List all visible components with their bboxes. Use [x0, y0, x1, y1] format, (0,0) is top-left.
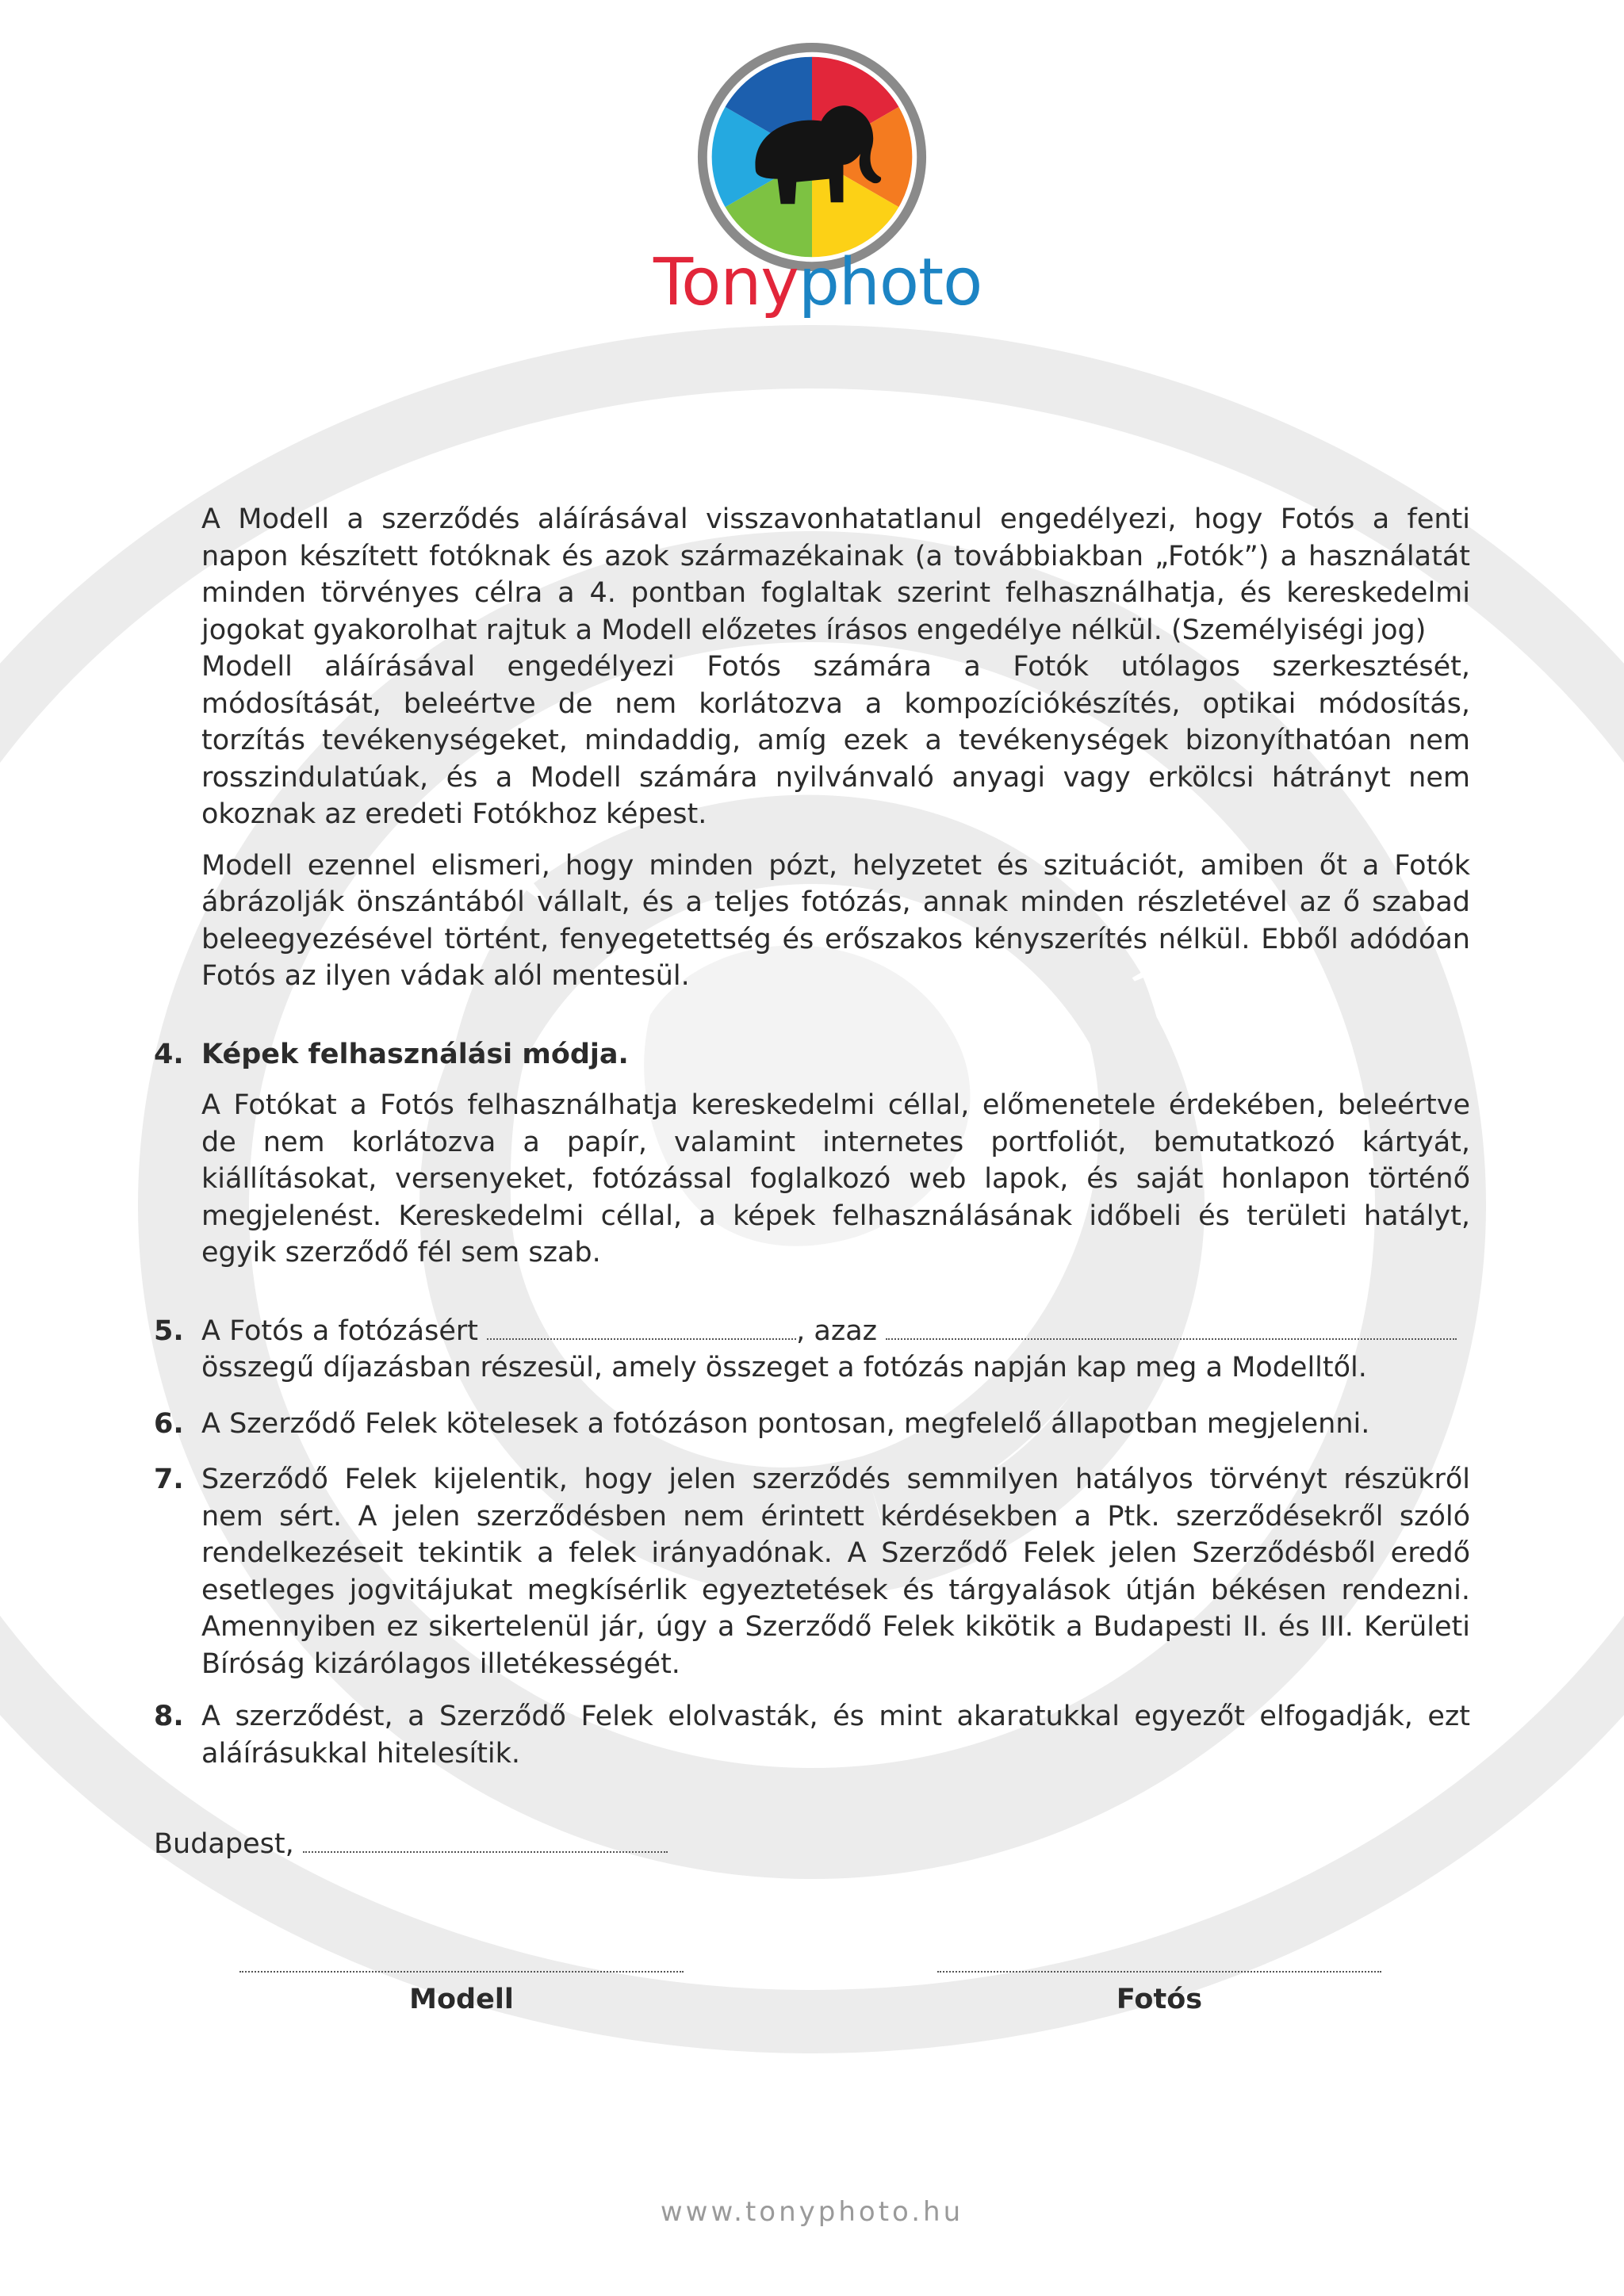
clause-text	[201, 1313, 1470, 1387]
date-label: Budapest,	[154, 1828, 294, 1860]
clause-5	[154, 1313, 1470, 1387]
paragraph-consent: Modell ezennel elismeri, hogy minden pózt, helyzetet és szituációt, amiben őt a Fotók ábrázolják önszántából vállalt, és a teljes fotózás, annak minden részletével az ő szabad beleegyezésével történt, fenyegetettség és erőszakos kényszerítés nélkül. Ebből adódóan Fotós az ilyen vádak alól mentesül.	[201, 849, 1470, 992]
signature-label-fotos: Fotós	[1116, 1984, 1203, 2015]
paragraph-personal-rights: A Modell a szerződés aláírásával visszavonhatatlanul engedélyezi, hogy Fotós a fenti napon készített fotóknak és azok származékainak (a továbbiakban „Fotók”) a használatát minden törvényes célra a 4. pontban foglaltak szerint felhasználhatja, és kereskedelmi jogokat gyakorolhat rajtuk a Modell előzetes írásos engedélye nélkül. (Személyiségi jog)	[201, 503, 1470, 646]
date-line	[154, 1826, 1470, 1863]
clause-number: 8.	[154, 1701, 184, 1732]
clause-text: Szerződő Felek kijelentik, hogy jelen szerződés semmilyen hatályos törvényt részükről nem sért. A jelen szerződésben nem érintett kérdésekben a Ptk. szerződésekről szóló rendelkezéseit tekintik a felek irányadónak. A Szerződő Felek jelen Szerződésből eredő esetleges jogvitájukat megkísérlik egyeztetések és tárgyalások útján békésen rendezni. Amennyiben ez sikertelenül jár, úgy a Szerződő Felek kikötik a Budapesti II. és III. Kerületi Bíróság kizárólagos illetékességét.	[201, 1464, 1470, 1680]
paragraph-editing-permission: Modell aláírásával engedélyezi Fotós számára a Fotók utólagos szerkesztését, módosítását, beleértve de nem korlátozva a kompozíciókészítés, optikai módosítás, torzítás tevékenységeket, mindaddig, amíg ezek a tevékenységek bizonyíthatóan nem rosszindulatúak, és a Modell számára nyilvánvaló anyagi vagy erkölcsi hátrányt nem okoznak az eredeti Fotókhoz képest.	[201, 651, 1470, 830]
clause-6	[154, 1406, 1470, 1443]
fee-text-end: összegű díjazásban részesül, amely összeget a fotózás napján kap meg a Modelltől.	[201, 1352, 1367, 1383]
clause-number: 5.	[154, 1314, 184, 1347]
clause-8	[154, 1698, 1470, 1772]
signature-modell	[239, 1952, 684, 2015]
signature-line-modell[interactable]	[239, 1952, 684, 1973]
signature-label-modell: Modell	[409, 1984, 514, 2015]
fee-words-field[interactable]	[886, 1321, 1457, 1340]
brand-name-part2: photo	[798, 245, 982, 320]
footer-url[interactable]: www.tonyphoto.hu	[660, 2196, 964, 2228]
clause-7	[154, 1461, 1470, 1682]
clause-number: 7.	[154, 1464, 184, 1495]
clause-number: 4.	[154, 1038, 184, 1070]
clause-heading: Képek felhasználási módja.	[201, 1038, 629, 1070]
brand-name-part1: Tony	[653, 245, 799, 320]
signature-fotos	[937, 1952, 1381, 2015]
fee-text-start: A Fotós a fotózásért	[201, 1314, 479, 1347]
signature-line-fotos[interactable]	[937, 1952, 1381, 1973]
fee-text-middle: , azaz	[796, 1314, 878, 1347]
clause-text: A szerződést, a Szerződő Felek elolvasták, és mint akaratukkal egyezőt elfogadják, ezt aláírásukkal hitelesítik.	[201, 1701, 1470, 1770]
clause-text: A Fotókat a Fotós felhasználhatja kereskedelmi céllal, előmenetele érdekében, beleértve de nem korlátozva a papír, valamint internetes portfoliót, bemutatkozó kártyát, kiállításokat, versenyeket, fotózással foglalkozó web lapok, és saját honlapon történő megjelenést. Kereskedelmi céllal, a képek felhasználásának időbeli és területi hatályt, egyik szerződő fél sem szab.	[201, 1089, 1470, 1269]
clause-text: A Szerződő Felek kötelesek a fotózáson pontosan, megfelelő állapotban megjelenni.	[201, 1407, 1370, 1440]
brand-wordmark	[653, 239, 982, 327]
fee-amount-field[interactable]	[487, 1321, 796, 1340]
clause-4	[154, 1036, 1470, 1272]
clause-number: 6.	[154, 1407, 184, 1440]
contract-body	[154, 501, 1470, 1863]
date-field[interactable]	[303, 1834, 668, 1853]
